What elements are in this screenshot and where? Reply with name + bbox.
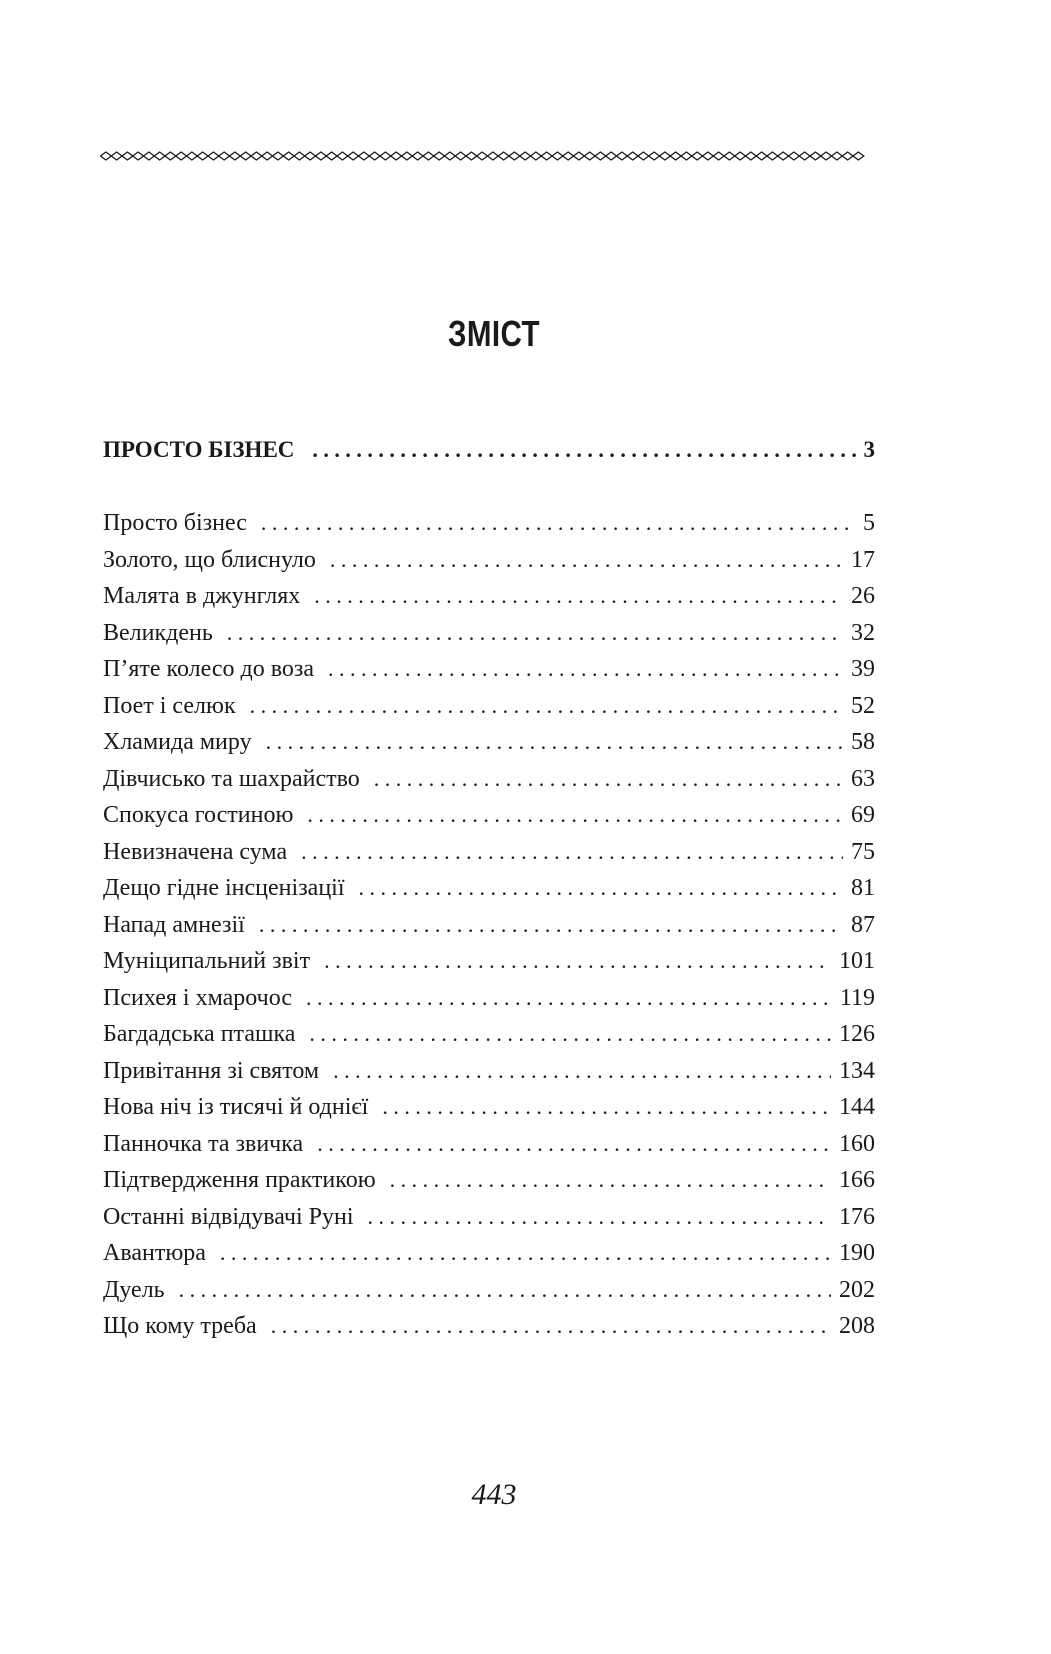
toc-entry-page-number: 75 (851, 838, 875, 865)
ornament-diamond (348, 152, 359, 160)
ornament-diamond-chain (100, 147, 874, 165)
ornament-diamond (703, 152, 714, 160)
ornament-diamond (283, 152, 294, 160)
ornament-diamond (455, 152, 466, 160)
toc-entry[interactable] (103, 946, 875, 976)
ornament-diamond (746, 152, 757, 160)
ornament-diamond (230, 152, 241, 160)
ornament-diamond (649, 152, 660, 160)
ornament-diamond (101, 152, 112, 160)
ornament-diamond (584, 152, 595, 160)
ornament-diamond (531, 152, 542, 160)
toc-entry-label: Поет і селюк (103, 692, 236, 719)
ornament-diamond (369, 152, 380, 160)
ornament-diamond (208, 152, 219, 160)
toc-entry[interactable] (103, 1056, 875, 1086)
toc-entry[interactable] (103, 1202, 875, 1232)
toc-entry-label: Хламида миру (103, 729, 252, 755)
toc-entry[interactable] (103, 1238, 875, 1268)
toc-entry-page-number: 144 (839, 1094, 875, 1120)
ornament-diamond (337, 152, 348, 160)
toc-entry-page-number: 58 (851, 729, 875, 755)
toc-dot-leader (271, 1311, 831, 1341)
toc-entry-label: Привітання зі святом (103, 1057, 320, 1084)
toc-entry[interactable] (103, 545, 875, 575)
ornament-diamond (789, 152, 800, 160)
toc-entry-page-number: 126 (839, 1021, 875, 1047)
toc-dot-leader (259, 910, 843, 940)
toc-entry-label: Золото, що блиснуло (103, 546, 316, 573)
ornament-diamond (692, 152, 703, 160)
toc-dot-leader (390, 1165, 831, 1195)
toc-part-page-number: 3 (863, 437, 875, 462)
toc-dot-leader (314, 581, 843, 611)
page-number-folio: 443 (471, 1478, 517, 1511)
toc-dot-leader (301, 837, 843, 867)
toc-entry-page-number: 63 (851, 765, 875, 792)
toc-entry[interactable] (103, 764, 875, 794)
toc-entry-label: Що кому треба (103, 1313, 257, 1339)
ornament-diamond (197, 152, 208, 160)
toc-entry-label: Дещо гідне інсценізації (103, 875, 345, 901)
toc-entry-label: Дівчисько та шахрайство (103, 765, 360, 792)
toc-dot-leader (328, 654, 843, 684)
toc-entry[interactable] (103, 910, 875, 940)
ornament-diamond (445, 152, 456, 160)
toc-entry-label: Невизначена сума (103, 838, 288, 865)
ornament-diamond (670, 152, 681, 160)
ornament-diamond (617, 152, 628, 160)
toc-entry-page-number: 39 (851, 656, 875, 682)
toc-dot-leader (250, 691, 843, 721)
toc-entry[interactable] (103, 581, 875, 611)
toc-entry-label: Великдень (103, 619, 213, 646)
toc-part-heading[interactable] (103, 435, 875, 465)
ornament-diamond (681, 152, 692, 160)
ornament-diamond (305, 152, 316, 160)
ornament-diamond (326, 152, 337, 160)
toc-entry-label: Малята в джунглях (103, 583, 301, 609)
ornament-diamond (767, 152, 778, 160)
toc-entry[interactable] (103, 1311, 875, 1341)
ornament-diamond (498, 152, 509, 160)
toc-entry-page-number: 166 (839, 1167, 875, 1193)
ornament-diamond (799, 152, 810, 160)
toc-entry-label: Психея і хмарочос (103, 984, 292, 1011)
toc-dot-leader (312, 435, 855, 465)
ornament-diamond (821, 152, 832, 160)
ornament-diamond (488, 152, 499, 160)
ornament-diamond (842, 152, 853, 160)
ornament-diamond (391, 152, 402, 160)
ornament-diamond (627, 152, 638, 160)
toc-entry-page-number: 5 (863, 510, 875, 536)
toc-entry-page-number: 26 (851, 583, 875, 609)
ornament-diamond (477, 152, 488, 160)
toc-entry-page-number: 69 (851, 802, 875, 828)
toc-entry[interactable] (103, 1275, 875, 1305)
ornament-diamond (111, 152, 122, 160)
toc-entry[interactable] (103, 800, 875, 830)
toc-dot-leader (266, 727, 843, 757)
ornament-diamond (810, 152, 821, 160)
ornament-diamond (466, 152, 477, 160)
ornament-diamond (240, 152, 251, 160)
ornament-diamond (853, 152, 864, 160)
ornament-diamond (606, 152, 617, 160)
ornament-diamond (756, 152, 767, 160)
ornament-border (100, 147, 874, 165)
ornament-diamond (187, 152, 198, 160)
ornament-diamond (176, 152, 187, 160)
toc-entry-page-number: 101 (839, 948, 875, 974)
ornament-diamond (316, 152, 327, 160)
toc-entry[interactable] (103, 873, 875, 903)
toc-entry[interactable] (103, 654, 875, 684)
toc-entry-page-number: 208 (839, 1313, 875, 1339)
toc-entry-page-number: 32 (851, 619, 875, 646)
ornament-diamond (154, 152, 165, 160)
toc-entry-page-number: 176 (839, 1203, 875, 1230)
ornament-diamond (713, 152, 724, 160)
toc-entry-label: Підтвердження практикою (103, 1167, 376, 1193)
toc-dot-leader (261, 508, 855, 538)
ornament-diamond (165, 152, 176, 160)
toc-dot-leader (374, 764, 843, 794)
toc-dot-leader (317, 1129, 831, 1159)
toc-entry-label: Просто бізнес (103, 510, 247, 536)
ornament-diamond (509, 152, 520, 160)
page-title: ЗМІСТ (448, 313, 540, 354)
toc-dot-leader (324, 946, 831, 976)
ornament-diamond (832, 152, 843, 160)
toc-entry-page-number: 134 (839, 1057, 875, 1084)
ornament-diamond (122, 152, 133, 160)
ornament-diamond (251, 152, 262, 160)
ornament-diamond (660, 152, 671, 160)
toc-dot-leader (330, 545, 843, 575)
ornament-diamond (724, 152, 735, 160)
toc-entry[interactable] (103, 691, 875, 721)
toc-dot-leader (227, 618, 843, 648)
toc-entry-page-number: 87 (851, 911, 875, 938)
toc-dot-leader (382, 1092, 831, 1122)
toc-entry[interactable] (103, 1165, 875, 1195)
ornament-diamond (434, 152, 445, 160)
ornament-diamond (778, 152, 789, 160)
ornament-diamond (552, 152, 563, 160)
toc-entry-label: Панночка та звичка (103, 1130, 304, 1157)
ornament-diamond (402, 152, 413, 160)
toc-entry[interactable] (103, 1129, 875, 1159)
toc-dot-leader (307, 800, 843, 830)
toc-entry-label: Дуель (103, 1276, 165, 1303)
toc-entry[interactable] (103, 1019, 875, 1049)
ornament-diamond (294, 152, 305, 160)
ornament-diamond (262, 152, 273, 160)
toc-entry-label: Авантюра (103, 1240, 206, 1266)
ornament-diamond (595, 152, 606, 160)
toc-dot-leader (306, 983, 832, 1013)
toc-entry-page-number: 119 (839, 984, 875, 1011)
toc-entry-label: Останні відвідувачі Руні (103, 1203, 354, 1230)
toc-dot-leader (333, 1056, 831, 1086)
toc-entry[interactable] (103, 837, 875, 867)
ornament-diamond (563, 152, 574, 160)
ornament-diamond (735, 152, 746, 160)
ornament-diamond (638, 152, 649, 160)
toc-entry-label: Нова ніч із тисячі й однієї (103, 1094, 369, 1120)
toc-dot-leader (368, 1202, 832, 1232)
toc-entry[interactable] (103, 508, 875, 538)
ornament-diamond (574, 152, 585, 160)
toc-entry-page-number: 52 (851, 692, 875, 719)
toc-dot-leader (220, 1238, 831, 1268)
toc-entry[interactable] (103, 983, 875, 1013)
toc-part-label: ПРОСТО БІЗНЕС (103, 437, 295, 462)
toc-entry-label: П’яте колесо до воза (103, 656, 315, 682)
ornament-diamond (380, 152, 391, 160)
toc-entry-page-number: 190 (839, 1240, 875, 1266)
toc-entry-label: Спокуса гостиною (103, 802, 294, 828)
ornament-diamond (219, 152, 230, 160)
toc-entry-label: Багдадська пташка (103, 1021, 296, 1047)
toc-dot-leader (359, 873, 844, 903)
toc-dot-leader (179, 1275, 831, 1305)
toc-entry-page-number: 160 (839, 1130, 875, 1157)
toc-entry-page-number: 81 (851, 875, 875, 901)
toc-entry[interactable] (103, 1092, 875, 1122)
toc-entry-label: Муніципальний звіт (103, 948, 311, 974)
ornament-diamond (520, 152, 531, 160)
ornament-diamond (541, 152, 552, 160)
ornament-diamond (423, 152, 434, 160)
toc-entry[interactable] (103, 727, 875, 757)
ornament-diamond (144, 152, 155, 160)
toc-entry-label: Напад амнезії (103, 911, 245, 938)
ornament-diamond (273, 152, 284, 160)
ornament-diamond (359, 152, 370, 160)
toc-entry-page-number: 202 (839, 1276, 875, 1303)
ornament-diamond (133, 152, 144, 160)
toc-entry[interactable] (103, 618, 875, 648)
toc-entry-page-number: 17 (851, 546, 875, 573)
toc-dot-leader (309, 1019, 831, 1049)
ornament-diamond (412, 152, 423, 160)
